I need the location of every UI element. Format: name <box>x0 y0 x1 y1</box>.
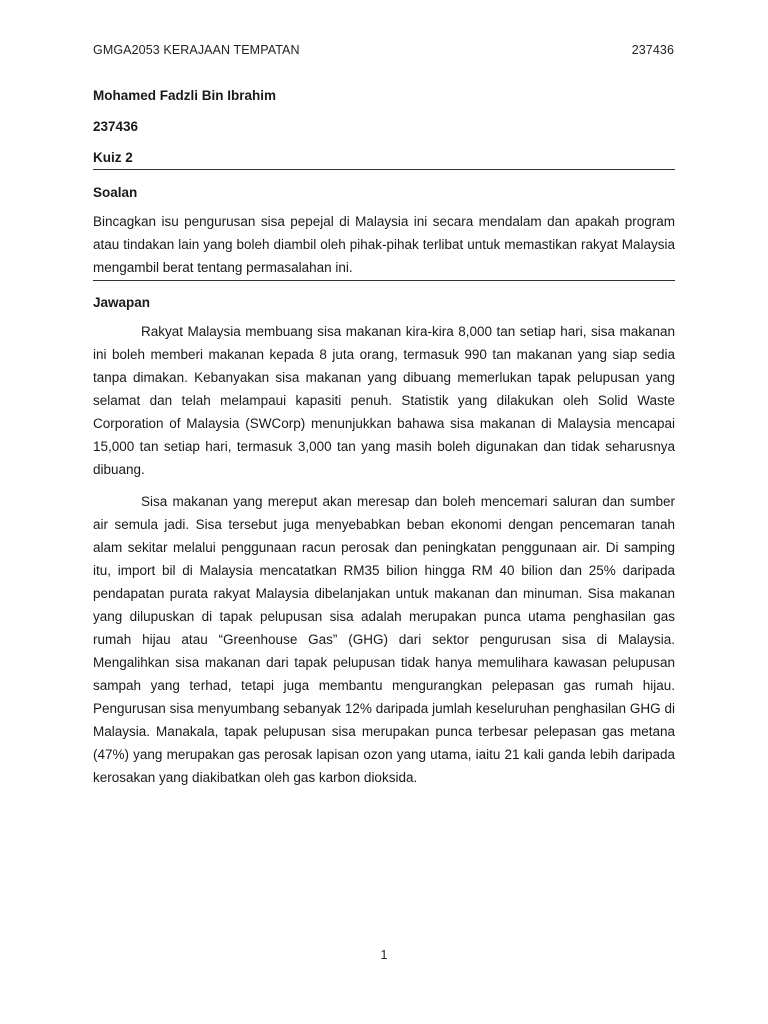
author-name: Mohamed Fadzli Bin Ibrahim <box>93 88 277 103</box>
course-code-header: GMGA2053 KERAJAAN TEMPATAN <box>93 43 300 57</box>
document-body <box>93 86 675 798</box>
question-text: Bincagkan isu pengurusan sisa pepejal di Malaysia ini secara mendalam dan apakah program atau tindakan lain yang boleh diambil oleh pihak-pihak terlibat untuk memastikan rakyat Malaysia mengambil berat tentang permasalahan ini. <box>93 210 675 281</box>
page-number: 1 <box>380 948 388 962</box>
answer-label: Jawapan <box>93 295 151 310</box>
question-label: Soalan <box>93 185 138 200</box>
student-id-header: 237436 <box>631 43 674 57</box>
student-id: 237436 <box>93 119 139 134</box>
running-header <box>93 43 674 57</box>
answer-paragraph: Rakyat Malaysia membuang sisa makanan kira-kira 8,000 tan setiap hari, sisa makanan ini boleh memberi makanan kepada 8 juta orang, termasuk 990 tan makanan yang siap sedia tanpa dimakan. Kebanyakan sisa makanan yang dibuang memerlukan tapak pelupusan yang selamat dan telah melampaui kapasiti penuh. Statistik yang dilakukan oleh Solid Waste Corporation of Malaysia (SWCorp) menunjukkan bahawa sisa makanan di Malaysia mencapai 15,000 tan setiap hari, termasuk 3,000 tan yang masih boleh digunakan dan tidak seharusnya dibuang. <box>93 324 675 477</box>
quiz-title: Kuiz 2 <box>93 148 675 170</box>
answer-paragraph: Sisa makanan yang mereput akan meresap dan boleh mencemari saluran dan sumber air semula jadi. Sisa tersebut juga menyebabkan beban ekonomi dengan pencemaran tanah alam sekitar melalui penggunaan racun perosak dan peningkatan penggunaan air. Di samping itu, import bil di Malaysia mencatatkan RM35 bilion hingga RM 40 bilion dan 25% daripada pendapatan purata rakyat Malaysia dibelanjakan untuk makanan dan minuman. Sisa makanan yang dilupuskan di tapak pelupusan sisa adalah merupakan punca utama penghasilan gas rumah hijau atau “Greenhouse Gas” (GHG) dari sektor pengurusan sisa di Malaysia. Mengalihkan sisa makanan dari tapak pelupusan tidak hanya memulihara kawasan pelupusan sampah yang terhad, tetapi juga membantu mengurangkan pelepasan gas rumah hijau. Pengurusan sisa menyumbang sebanyak 12% daripada jumlah keseluruhan penghasilan GHG di Malaysia. Manakala, tapak pelupusan sisa merupakan punca terbesar pelepasan gas metana (47%) yang merupakan gas perosak lapisan ozon yang utama, iaitu 21 kali ganda lebih daripada kerosakan yang diakibatkan oleh gas karbon dioksida. <box>93 494 675 785</box>
